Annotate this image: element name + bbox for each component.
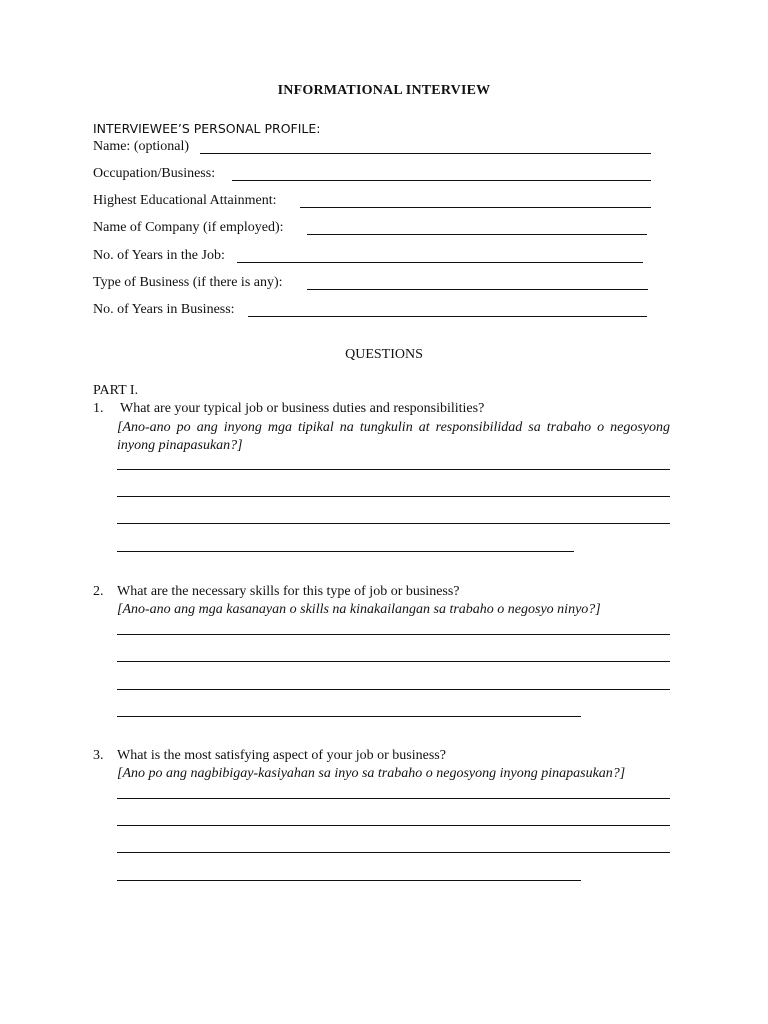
business-type-field[interactable] (307, 273, 648, 291)
answer-1-line-2[interactable] (117, 480, 670, 498)
page-title: INFORMATIONAL INTERVIEW (277, 83, 491, 98)
name-field[interactable] (200, 137, 651, 155)
answer-3-line-2[interactable] (117, 809, 670, 827)
profile-heading: INTERVIEWEE’S PERSONAL PROFILE: (93, 121, 321, 136)
occupation-field[interactable] (232, 164, 651, 182)
question-2-text: What are the necessary skills for this type of job or business? (117, 584, 460, 599)
answer-2-line-2[interactable] (117, 645, 670, 663)
answer-3-line-1[interactable] (117, 782, 670, 800)
question-2-number: 2. (93, 584, 104, 599)
question-1-translation: [Ano-ano po ang inyong mga tipikal na tungkulin at responsibilidad sa trabaho o negosyong inyong pinapasukan?] (117, 420, 670, 453)
field-label-name: Name: (optional) (93, 139, 190, 154)
answer-1-line-1[interactable] (117, 453, 670, 471)
answer-3-line-4[interactable] (117, 864, 581, 882)
answer-1-line-3[interactable] (117, 507, 670, 525)
years-job-field[interactable] (237, 246, 643, 264)
field-label-education: Highest Educational Attainment: (93, 193, 277, 208)
education-field[interactable] (300, 191, 651, 209)
question-1-number: 1. (93, 401, 104, 416)
question-3-number: 3. (93, 748, 104, 763)
field-label-company: Name of Company (if employed): (93, 220, 284, 235)
question-3-text: What is the most satisfying aspect of your job or business? (117, 748, 446, 763)
answer-2-line-4[interactable] (117, 700, 581, 718)
field-label-years-job: No. of Years in the Job: (93, 248, 225, 263)
years-business-field[interactable] (248, 300, 647, 318)
part-label: PART I. (93, 383, 139, 398)
company-field[interactable] (307, 218, 647, 236)
field-label-occupation: Occupation/Business: (93, 166, 216, 181)
field-label-years-business: No. of Years in Business: (93, 302, 235, 317)
question-2-translation: [Ano-ano ang mga kasanayan o skills na kinakailangan sa trabaho o negosyo ninyo?] (117, 602, 601, 617)
answer-2-line-1[interactable] (117, 618, 670, 636)
questions-heading: QUESTIONS (345, 347, 423, 362)
question-3-translation: [Ano po ang nagbibigay-kasiyahan sa inyo sa trabaho o negosyong inyong pinapasukan?] (117, 766, 626, 781)
question-1-text: What are your typical job or business duties and responsibilities? (120, 401, 485, 416)
answer-2-line-3[interactable] (117, 673, 670, 691)
answer-1-line-4[interactable] (117, 535, 574, 553)
answer-3-line-3[interactable] (117, 836, 670, 854)
field-label-business-type: Type of Business (if there is any): (93, 275, 283, 290)
